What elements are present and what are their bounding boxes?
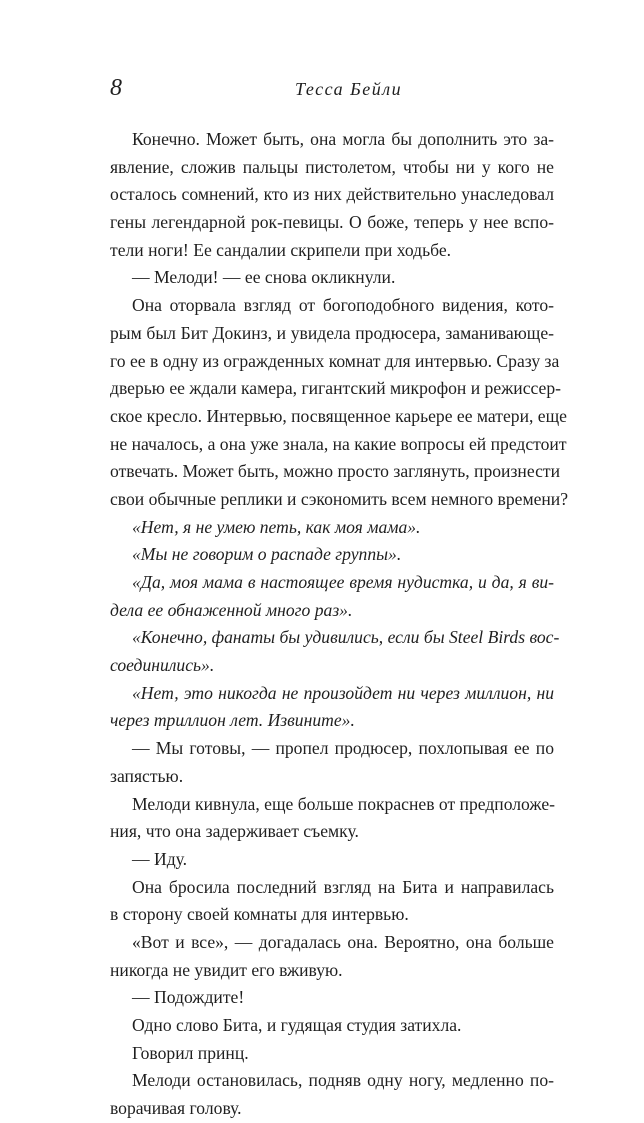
text-line: «Да, моя мама в настоящее время нудистка, и да, я ви- bbox=[132, 572, 554, 592]
text-line: в сторону своей комнаты для интервью. bbox=[110, 904, 409, 925]
text-line: «Нет, я не умею петь, как моя мама». bbox=[132, 516, 421, 537]
text-line: свои обычные реплики и сэкономить всем немного времени? bbox=[110, 488, 569, 509]
text-line: — Подождите! bbox=[132, 987, 245, 1008]
text-line: гены легендарной рок-певицы. О боже, теперь у нее вспо- bbox=[110, 212, 554, 233]
text-line: дела ее обнаженной много раз». bbox=[110, 599, 353, 620]
text-line: «Мы не говорим о распаде группы». bbox=[132, 544, 402, 565]
text-line: ворачивая голову. bbox=[110, 1098, 242, 1119]
text-line: дверью ее ждали камера, гигантский микрофон и режиссер- bbox=[110, 378, 561, 399]
text-line: Она оторвала взгляд от богоподобного видения, кото- bbox=[132, 295, 554, 316]
text-line: явление, сложив пальцы пистолетом, чтобы ни у кого не bbox=[110, 156, 554, 177]
text-line: соединились». bbox=[110, 655, 215, 676]
text-line: — Мелоди! — ее снова окликнули. bbox=[132, 267, 396, 288]
text-line: ское кресло. Интервью, посвященное карьере ее матери, еще bbox=[110, 405, 567, 426]
text-line: не началось, а она уже знала, на какие вопросы ей предстоит bbox=[110, 433, 567, 454]
text-line: отвечать. Может быть, можно просто заглянуть, произнести bbox=[110, 461, 560, 482]
text-line: через триллион лет. Извините». bbox=[110, 710, 355, 731]
text-line: «Нет, это никогда не произойдет ни через миллион, ни bbox=[132, 682, 554, 703]
text-line: «Конечно, фанаты бы удивились, если бы Steel Birds вос- bbox=[132, 627, 560, 648]
text-line: Конечно. Может быть, она могла бы дополнить это за- bbox=[132, 129, 554, 149]
page-number: 8 bbox=[110, 75, 122, 101]
text-line: запястью. bbox=[110, 765, 184, 786]
text-line: рым был Бит Докинз, и увидела продюсера, заманивающе- bbox=[110, 322, 554, 343]
text-line: «Вот и все», — догадалась она. Вероятно, она больше bbox=[132, 931, 554, 952]
page-header bbox=[110, 73, 554, 103]
text-line: осталось сомнений, кто из них действительно унаследовал bbox=[110, 184, 554, 205]
text-line: Она бросила последний взгляд на Бита и направилась bbox=[132, 876, 554, 897]
text-line: тели ноги! Ее сандалии скрипели при ходьбе. bbox=[110, 239, 452, 260]
text-line: Говорил принц. bbox=[132, 1042, 249, 1063]
text-line: Мелоди остановилась, подняв одну ногу, медленно по- bbox=[132, 1070, 554, 1091]
running-title: Тесса Бейли bbox=[295, 79, 403, 99]
text-line: го ее в одну из огражденных комнат для интервью. Сразу за bbox=[110, 350, 560, 371]
text-line: ния, что она задерживает съемку. bbox=[110, 821, 359, 842]
body-text bbox=[110, 126, 569, 1123]
text-line: никогда не увидит его вживую. bbox=[110, 959, 343, 980]
text-line: — Мы готовы, — пропел продюсер, похлопывая ее по bbox=[132, 738, 554, 759]
text-line: Одно слово Бита, и гудящая студия затихла. bbox=[132, 1015, 462, 1035]
text-line: Мелоди кивнула, еще больше покраснев от предположе- bbox=[132, 793, 555, 814]
text-line: — Иду. bbox=[132, 848, 188, 869]
